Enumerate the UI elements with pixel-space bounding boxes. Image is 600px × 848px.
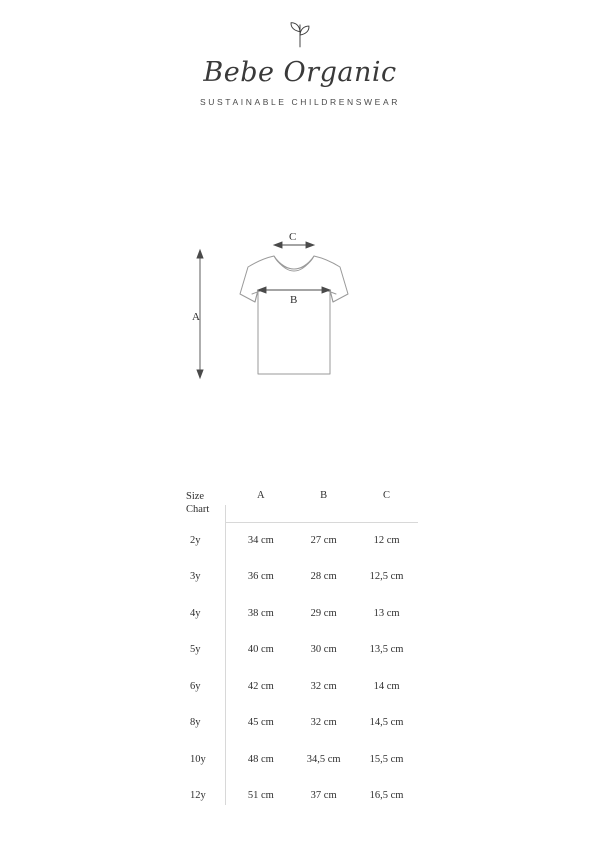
table-header-row bbox=[186, 490, 418, 522]
cell-c: 12 cm bbox=[373, 534, 400, 546]
cell-size: 2y bbox=[190, 534, 201, 546]
column-header-b: B bbox=[320, 490, 328, 501]
table-row bbox=[186, 595, 418, 632]
cell-c: 13 cm bbox=[373, 607, 400, 619]
column-header-c: C bbox=[383, 490, 391, 501]
brand-header bbox=[0, 18, 600, 107]
table-row bbox=[186, 741, 418, 778]
cell-a: 38 cm bbox=[247, 607, 274, 619]
table-row bbox=[186, 668, 418, 705]
brand-tagline: SUSTAINABLE CHILDRENSWEAR bbox=[200, 96, 400, 107]
cell-size: 12y bbox=[190, 790, 206, 802]
table-row bbox=[186, 778, 418, 815]
dimension-label-b: B bbox=[290, 294, 298, 306]
column-header-a: A bbox=[257, 490, 265, 501]
cell-c: 15,5 cm bbox=[369, 753, 404, 765]
cell-size: 10y bbox=[190, 753, 206, 765]
dimension-label-a: A bbox=[192, 311, 200, 323]
cell-size: 3y bbox=[190, 571, 201, 583]
cell-a: 51 cm bbox=[247, 790, 274, 802]
dimension-label-c: C bbox=[289, 232, 297, 243]
cell-size: 8y bbox=[190, 717, 201, 729]
table-row bbox=[186, 559, 418, 596]
cell-b: 29 cm bbox=[310, 607, 337, 619]
table-row bbox=[186, 522, 418, 559]
cell-c: 16,5 cm bbox=[369, 790, 404, 802]
cell-b: 30 cm bbox=[310, 644, 337, 656]
table-row bbox=[186, 632, 418, 669]
tshirt-measurement-diagram bbox=[0, 232, 600, 402]
cell-a: 40 cm bbox=[247, 644, 274, 656]
leaf-sprig-icon bbox=[283, 18, 317, 52]
cell-b: 28 cm bbox=[310, 571, 337, 583]
column-header-size-line1: Size bbox=[186, 491, 205, 502]
size-chart bbox=[186, 490, 418, 814]
cell-a: 48 cm bbox=[247, 753, 274, 765]
cell-b: 37 cm bbox=[310, 790, 337, 802]
cell-size: 4y bbox=[190, 607, 201, 619]
column-header-size-line2: Chart bbox=[186, 504, 210, 516]
size-chart-table bbox=[186, 490, 418, 814]
cell-b: 32 cm bbox=[310, 680, 337, 692]
cell-c: 14,5 cm bbox=[369, 717, 404, 729]
table-header bbox=[186, 490, 418, 522]
cell-c: 13,5 cm bbox=[369, 644, 404, 656]
cell-a: 36 cm bbox=[247, 571, 274, 583]
brand-name: Bebe Organic bbox=[203, 57, 397, 88]
cell-size: 6y bbox=[190, 680, 201, 692]
cell-c: 14 cm bbox=[373, 680, 400, 692]
cell-b: 32 cm bbox=[310, 717, 337, 729]
cell-b: 34,5 cm bbox=[306, 753, 341, 765]
table-body bbox=[186, 522, 418, 814]
cell-a: 45 cm bbox=[247, 717, 274, 729]
cell-b: 27 cm bbox=[310, 534, 337, 546]
table-row bbox=[186, 705, 418, 742]
cell-c: 12,5 cm bbox=[369, 571, 404, 583]
cell-a: 42 cm bbox=[247, 680, 274, 692]
column-header-size bbox=[186, 490, 229, 522]
cell-size: 5y bbox=[190, 644, 201, 656]
cell-a: 34 cm bbox=[247, 534, 274, 546]
